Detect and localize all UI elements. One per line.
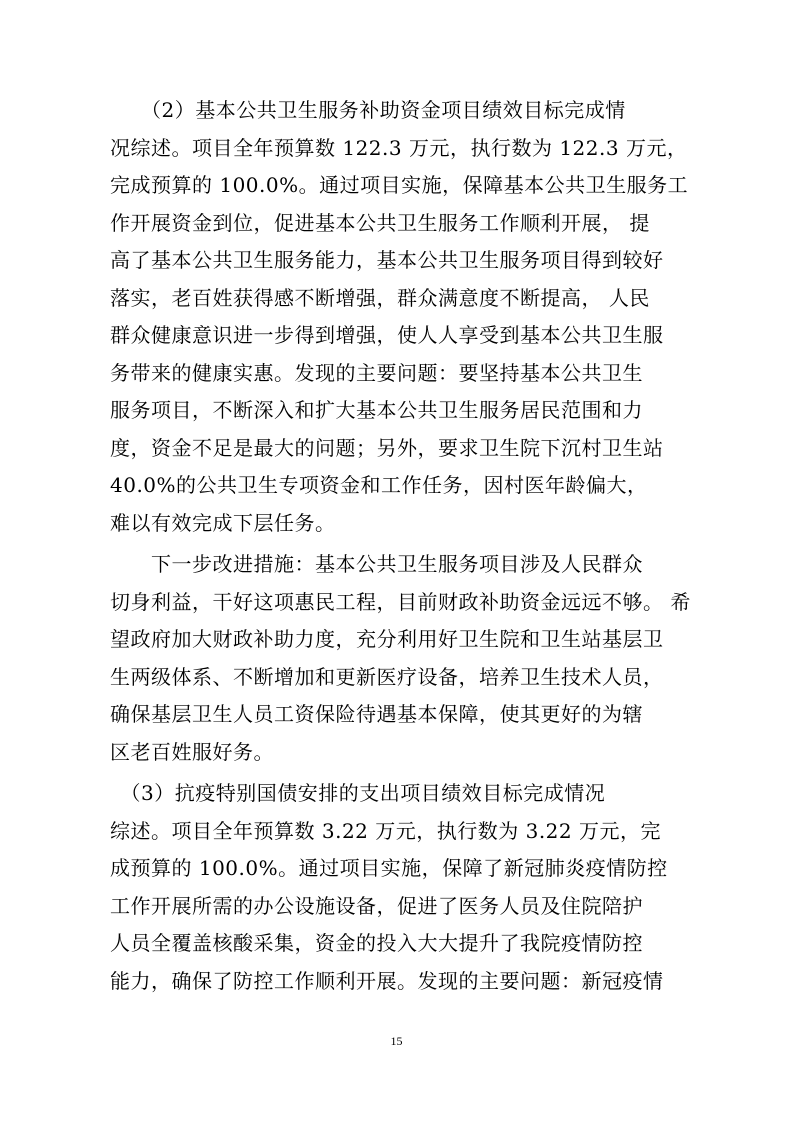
- text-line: 40.0%的公共卫生专项资金和工作任务，因村医年龄偏大，: [110, 473, 648, 497]
- text-line: 完成预算的 100.0%。通过项目实施，保障基本公共卫生服务工: [110, 173, 689, 197]
- text-line: 群众健康意识进一步得到增强，使人人享受到基本公共卫生服: [110, 323, 664, 347]
- text-line: 成预算的 100.0%。通过项目实施，保障了新冠肺炎疫情防控: [110, 856, 668, 880]
- text-line: 落实，老百姓获得感不断增强，群众满意度不断提高， 人民: [110, 285, 650, 310]
- text-line: 人员全覆盖核酸采集，资金的投入大大提升了我院疫情防控: [110, 931, 643, 955]
- text-line: 切身利益，干好这项惠民工程，目前财政补助资金远远不够。 希: [110, 589, 691, 614]
- text-line: 区老百姓服好务。: [110, 739, 274, 764]
- text-line: 能力，确保了防控工作顺利开展。发现的主要问题：新冠疫情: [110, 968, 664, 993]
- text-line: 高了基本公共卫生服务能力，基本公共卫生服务项目得到较好: [110, 248, 664, 272]
- text-line: 确保基层卫生人员工资保险待遇基本保障，使其更好的为辖: [110, 702, 643, 726]
- text-line: （2）基本公共卫生服务补助资金项目绩效目标完成情: [110, 98, 626, 122]
- text-line: 工作开展所需的办公设施设备，促进了医务人员及住院陪护: [110, 893, 643, 918]
- text-line: （3）抗疫特别国债安排的支出项目绩效目标完成情况: [110, 781, 606, 805]
- text-line: 生两级体系、不断增加和更新医疗设备，培养卫生技术人员，: [110, 664, 664, 689]
- text-line: 作开展资金到位，促进基本公共卫生服务工作顺利开展， 提: [110, 210, 650, 235]
- paragraph-improvement-measures: [110, 546, 690, 771]
- text-line: 务带来的健康实惠。发现的主要问题：要坚持基本公共卫生: [110, 360, 643, 385]
- paragraph-basic-public-health: [110, 92, 690, 542]
- text-line: 度，资金不足是最大的问题；另外，要求卫生院下沉村卫生站: [110, 435, 664, 460]
- text-line: 况综述。项目全年预算数 122.3 万元，执行数为 122.3 万元，: [110, 135, 688, 160]
- text-line: 难以有效完成下层任务。: [110, 510, 336, 535]
- text-line: 综述。项目全年预算数 3.22 万元，执行数为 3.22 万元，完: [110, 818, 661, 843]
- text-line: 望政府加大财政补助力度，充分利用好卫生院和卫生站基层卫: [110, 627, 664, 651]
- text-line: 服务项目，不断深入和扩大基本公共卫生服务居民范围和力: [110, 398, 643, 422]
- document-body: [110, 92, 690, 1000]
- paragraph-anti-epidemic-bonds: [110, 775, 690, 1000]
- text-line: 下一步改进措施：基本公共卫生服务项目涉及人民群众: [110, 552, 643, 576]
- page-number: 15: [390, 1034, 403, 1048]
